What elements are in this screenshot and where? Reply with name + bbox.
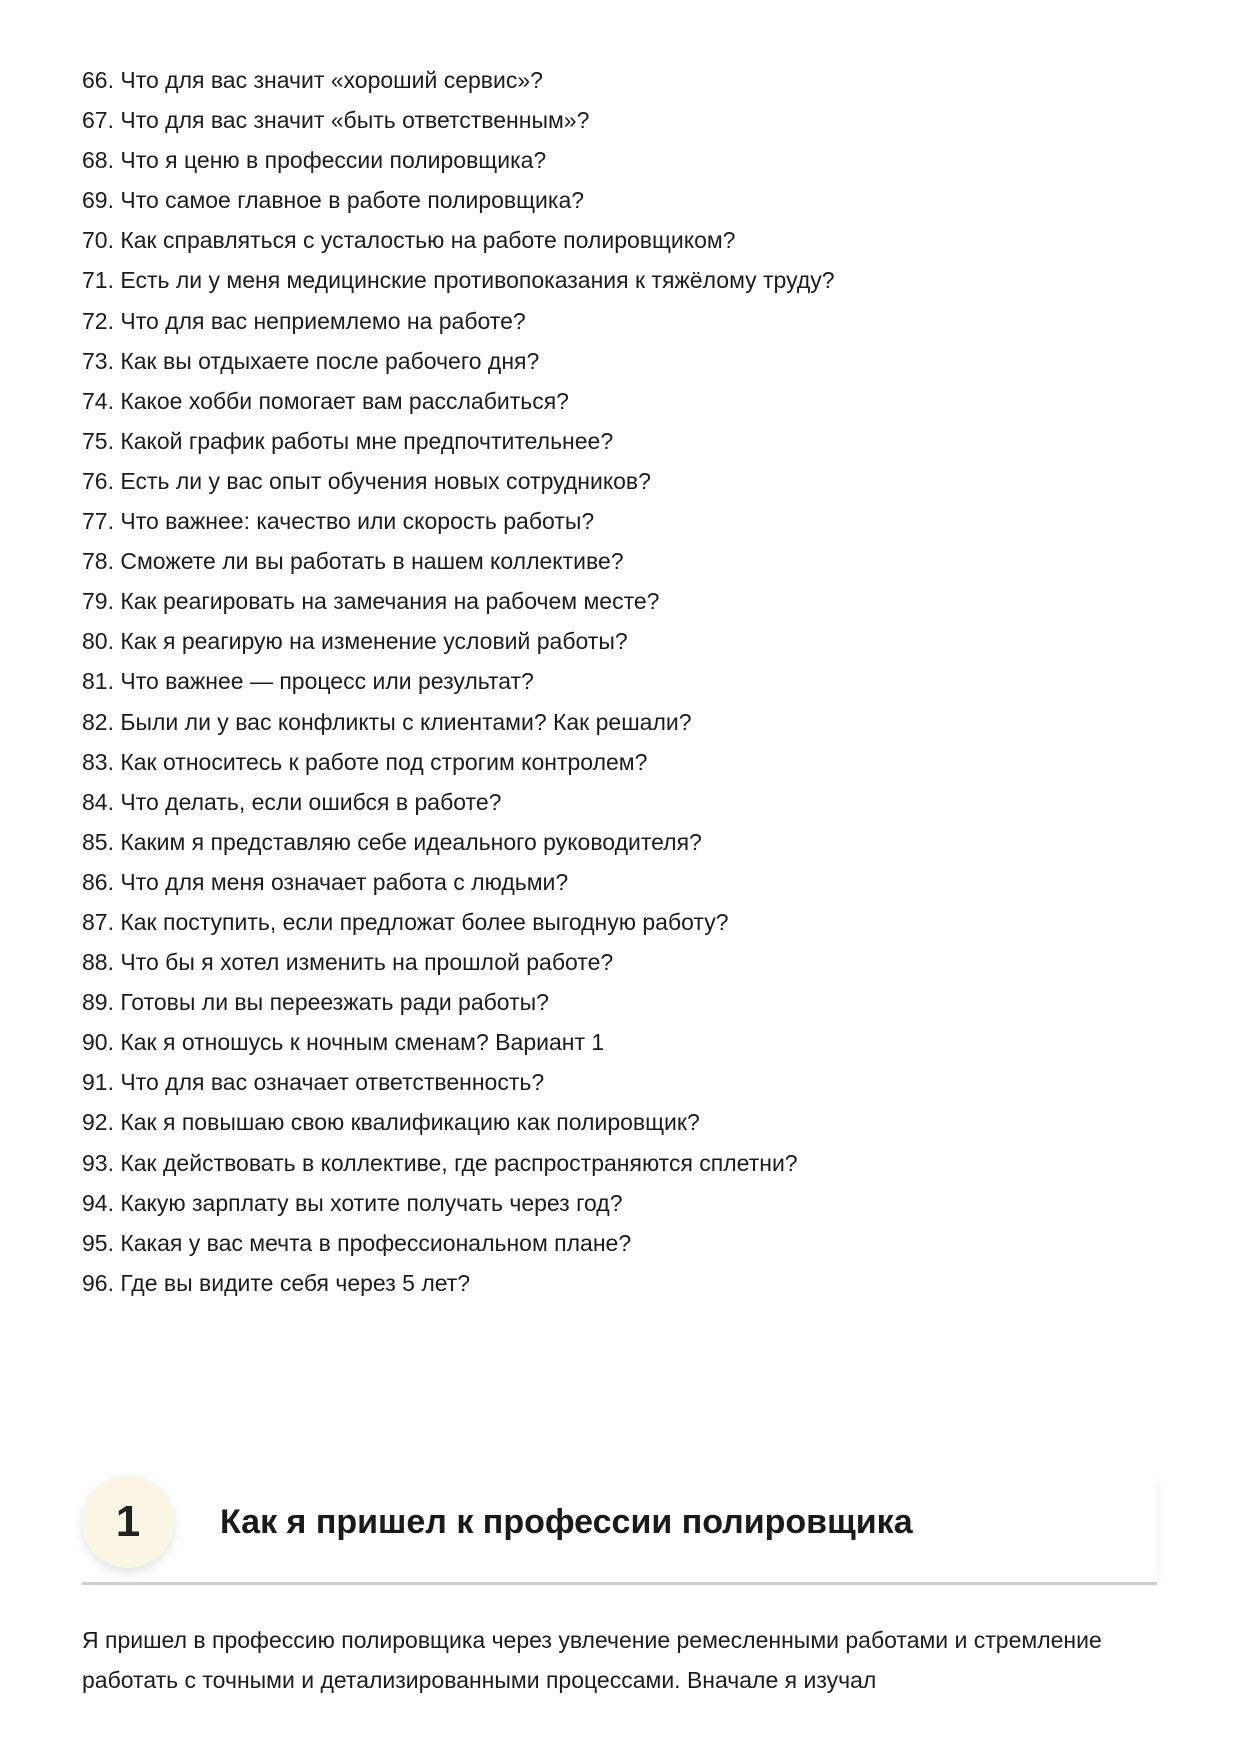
list-item: 66. Что для вас значит «хороший сервис»? (82, 67, 543, 93)
section-number-badge: 1 (82, 1476, 174, 1568)
list-item: 96. Где вы видите себя через 5 лет? (82, 1269, 471, 1296)
list-item: 67. Что для вас значит «быть ответственным»? (82, 107, 590, 134)
list-item: 86. Что для меня означает работа с людьми? (82, 868, 569, 895)
list-item: 73. Как вы отдыхаете после рабочего дня? (82, 347, 540, 374)
list-item: 76. Есть ли у вас опыт обучения новых сотрудников? (82, 467, 651, 494)
list-item: 93. Как действовать в коллективе, где распространяются сплетни? (82, 1149, 798, 1176)
list-item: 68. Что я ценю в профессии полировщика? (82, 147, 547, 174)
question-list (82, 60, 835, 1303)
list-item: 71. Есть ли у меня медицинские противопоказания к тяжёлому труду? (82, 267, 835, 294)
list-item: 75. Какой график работы мне предпочтительнее? (82, 427, 614, 454)
list-item: 91. Что для вас означает ответственность? (82, 1069, 545, 1096)
list-item: 80. Как я реагирую на изменение условий работы? (82, 628, 628, 655)
list-item: 77. Что важнее: качество или скорость работы? (82, 508, 595, 535)
list-item: 83. Как относитесь к работе под строгим контролем? (82, 748, 648, 775)
list-item: 78. Сможете ли вы работать в нашем коллективе? (82, 548, 624, 575)
list-item: 95. Какая у вас мечта в профессиональном плане? (82, 1229, 632, 1256)
list-item: 88. Что бы я хотел изменить на прошлой работе? (82, 949, 614, 976)
list-item: 84. Что делать, если ошибся в работе? (82, 788, 502, 815)
section-title: Как я пришел к профессии полировщика (220, 1503, 913, 1541)
list-item: 74. Какое хобби помогает вам расслабиться? (82, 387, 569, 414)
list-item: 70. Как справляться с усталостью на работе полировщиком? (82, 227, 736, 254)
list-item: 94. Какую зарплату вы хотите получать через год? (82, 1189, 623, 1216)
list-item: 90. Как я отношусь к ночным сменам? Вариант 1 (82, 1029, 605, 1056)
section-paragraph: Я пришел в профессию полировщика через увлечение ремесленными работами и стремление работать с точными и детализированными процессами. Вначале я изучал (82, 1627, 1102, 1693)
list-item: 85. Каким я представляю себе идеального руководителя? (82, 828, 702, 855)
list-item: 79. Как реагировать на замечания на рабочем месте? (82, 588, 660, 615)
list-item: 69. Что самое главное в работе полировщика? (82, 187, 585, 214)
list-item: 89. Готовы ли вы переезжать ради работы? (82, 989, 549, 1016)
list-item: 92. Как я повышаю свою квалификацию как полировщик? (82, 1109, 700, 1136)
list-item: 82. Были ли у вас конфликты с клиентами? Как решали? (82, 708, 692, 735)
list-item: 72. Что для вас неприемлемо на работе? (82, 307, 526, 334)
section-header (82, 1476, 1157, 1585)
list-item: 87. Как поступить, если предложат более выгодную работу? (82, 908, 729, 935)
list-item: 81. Что важнее — процесс или результат? (82, 668, 534, 695)
